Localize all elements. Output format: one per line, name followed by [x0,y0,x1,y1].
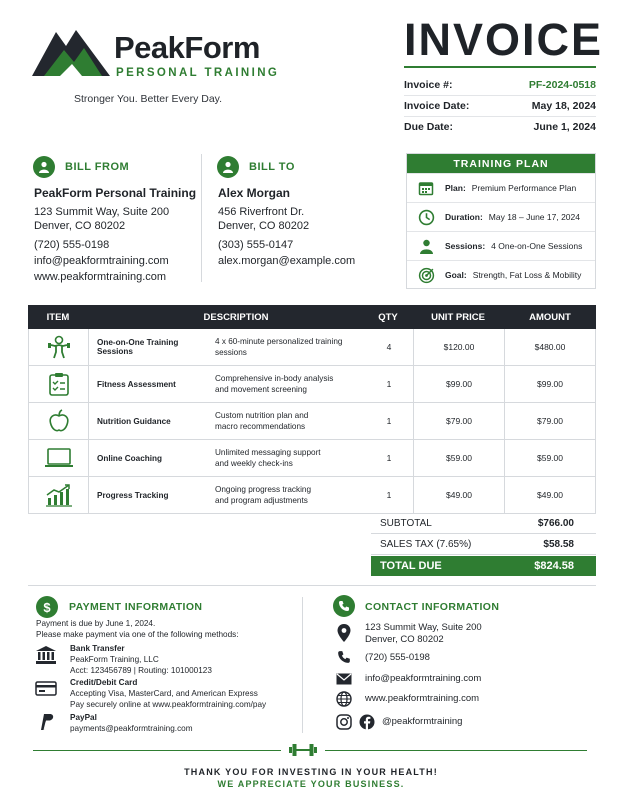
bill-to-address1: 456 Riverfront Dr. [218,205,305,218]
item-amount: $99.00 [537,379,563,389]
invoice-number-value: PF-2024-0518 [528,78,596,91]
goal-value: Strength, Fat Loss & Mobility [472,270,582,280]
calendar-icon [407,180,445,196]
item-name: One-on-One Training Sessions [97,338,179,356]
phone-icon [337,650,351,664]
header-description: DESCRIPTION [203,311,269,323]
tax-row [371,534,596,555]
dollar-icon: $ [36,596,58,618]
laptop-icon [29,440,89,476]
item-unit-price: $120.00 [413,329,505,365]
invoice-number-row [404,74,596,96]
payment-intro [36,619,239,641]
contact-address2: Denver, CO 80202 [365,634,444,645]
bill-from-email[interactable]: info@peakformtraining.com [34,254,169,267]
duration-label: Duration: [445,212,483,222]
payment-due-text: Payment is due by June 1, 2024. [36,619,156,628]
plan-row-goal [407,260,595,289]
invoice-date-label: Invoice Date: [404,99,470,112]
person-icon [407,239,445,254]
header-item: ITEM [46,311,70,323]
paypal-block [70,713,193,735]
item-qty: 1 [386,379,392,389]
globe-icon [336,691,352,707]
item-description: Ongoing progress tracking and program adjustments [215,484,312,505]
subtotal-row [371,513,596,534]
line-items-table [28,305,596,514]
clock-icon [407,209,445,226]
item-qty: 4 [386,342,392,352]
subtotal-value: $766.00 [537,517,574,529]
total-due-row [371,556,596,576]
item-description: Comprehensive in-body analysis and movement screening [215,373,334,394]
payment-methods-text: Please make payment via one of the following methods: [36,629,239,639]
credit-card-online[interactable]: Pay securely online at www.peakformtraining.com/pay [70,699,267,709]
bill-divider [201,154,202,282]
item-amount: $49.00 [537,490,563,500]
paypal-title: PayPal [70,713,97,722]
brand-name: PeakForm [114,30,260,65]
instagram-icon[interactable] [336,714,352,730]
item-amount: $59.00 [537,453,563,463]
item-description: 4 x 60-minute personalized training sessions [215,336,343,357]
progress-chart-icon [29,477,89,513]
goal-label: Goal: [445,270,467,280]
total-due-label: TOTAL DUE [380,560,442,572]
credit-card-block [70,678,266,710]
plan-label: Plan: [445,183,466,193]
footer-thank-you: THANK YOU FOR INVESTING IN YOUR HEALTH! [184,767,438,777]
bill-from-address1: 123 Summit Way, Suite 200 [34,205,170,218]
item-name: Fitness Assessment [97,379,176,389]
bill-to-label: BILL TO [249,161,295,173]
due-date-label: Due Date: [404,121,454,133]
bill-to-email[interactable]: alex.morgan@example.com [218,254,356,267]
footer-section-divider [302,597,303,733]
item-amount: $480.00 [534,342,566,352]
social-handle[interactable]: @peakformtraining [382,716,463,727]
invoice-number-label: Invoice #: [404,78,453,91]
header-unit-price: UNIT PRICE [431,311,485,323]
table-header [28,305,596,329]
apple-icon [29,403,89,439]
credit-card-title: Credit/Debit Card [70,678,138,687]
bank-account-name: PeakForm Training, LLC [70,654,159,664]
contact-address [365,622,482,646]
training-plan-panel [406,153,596,289]
bill-from-phone: (720) 555-0198 [34,238,110,251]
bill-to-block [218,186,355,269]
peakform-logo-icon [32,24,110,78]
table-row [28,403,596,440]
plan-row-duration [407,202,595,231]
plan-row-sessions [407,231,595,260]
invoice-title-rule [404,66,596,68]
item-name: Nutrition Guidance [97,416,171,426]
subtotal-label: SUBTOTAL [380,517,432,529]
contact-address1: 123 Summit Way, Suite 200 [365,622,482,633]
brand-tagline: Stronger You. Better Every Day. [74,93,223,105]
table-row [28,440,596,477]
bank-icon [36,646,56,664]
email-icon [336,673,352,685]
bank-account-numbers: Acct: 123456789 | Routing: 101000123 [70,665,212,675]
trainer-icon [29,329,89,365]
bill-from-name: PeakForm Personal Training [34,186,197,200]
brand-subtitle: PERSONAL TRAINING [116,67,280,79]
due-date-value: June 1, 2024 [533,121,596,133]
item-amount: $79.00 [537,416,563,426]
sessions-value: 4 One-on-One Sessions [491,241,583,251]
facebook-icon[interactable] [359,714,375,730]
paypal-icon [38,713,55,731]
table-row [28,366,596,403]
bill-from-address2: Denver, CO 80202 [34,220,126,232]
credit-card-accepted: Accepting Visa, MasterCard, and American Express [70,688,258,698]
tax-label: SALES TAX (7.65%) [380,538,472,550]
location-pin-icon [337,624,351,642]
invoice-date-row [404,95,596,117]
due-date-row [404,116,596,138]
payment-info-title: PAYMENT INFORMATION [69,601,203,613]
phone-badge-icon [333,595,355,617]
bill-from-label: BILL FROM [65,161,130,173]
bank-transfer-title: Bank Transfer [70,644,125,653]
item-description: Custom nutrition plan and macro recommendations [215,410,309,431]
credit-card-icon [35,681,57,696]
footer-appreciation: WE APPRECIATE YOUR BUSINESS. [217,779,405,789]
sessions-label: Sessions: [445,241,486,251]
header-amount: AMOUNT [529,311,571,323]
bill-from-person-icon [33,156,55,178]
plan-row-plan [407,173,595,202]
totals-block [371,513,596,576]
total-due-value: $824.58 [534,560,574,572]
training-plan-title: TRAINING PLAN [407,154,595,173]
invoice-title: INVOICE [404,14,604,65]
invoice-date-value: May 18, 2024 [531,99,596,112]
contact-phone: (720) 555-0198 [365,652,430,663]
paypal-email[interactable]: payments@peakformtraining.com [70,723,193,733]
bank-transfer-block [70,644,212,676]
item-unit-price: $99.00 [413,366,505,402]
bill-to-address2: Denver, CO 80202 [218,220,310,232]
item-name: Online Coaching [97,453,163,463]
duration-value: May 18 – June 17, 2024 [488,212,580,222]
bill-to-person-icon [217,156,239,178]
item-qty: 1 [386,490,392,500]
item-unit-price: $59.00 [413,440,505,476]
contact-website[interactable]: www.peakformtraining.com [365,693,480,704]
contact-info-title: CONTACT INFORMATION [365,601,500,613]
bill-to-phone: (303) 555-0147 [218,238,294,251]
bill-from-website[interactable]: www.peakformtraining.com [34,270,167,283]
item-qty: 1 [386,416,392,426]
footer-line-right [325,750,587,751]
item-unit-price: $79.00 [413,403,505,439]
footer-line-left [33,750,281,751]
header-qty: QTY [378,311,398,323]
item-unit-price: $49.00 [413,477,505,513]
contact-email[interactable]: info@peakformtraining.com [365,673,482,684]
item-qty: 1 [386,453,392,463]
item-name: Progress Tracking [97,490,169,500]
item-description: Unlimited messaging support and weekly check-ins [215,447,321,468]
target-icon [407,267,445,284]
plan-value: Premium Performance Plan [471,183,577,193]
table-row [28,477,596,514]
bill-to-name: Alex Morgan [218,186,291,200]
bill-from-block [34,186,196,285]
tax-value: $58.58 [543,538,574,550]
clipboard-icon [29,366,89,402]
table-row [28,329,596,366]
dumbbell-icon [289,744,317,756]
section-divider [28,585,596,586]
